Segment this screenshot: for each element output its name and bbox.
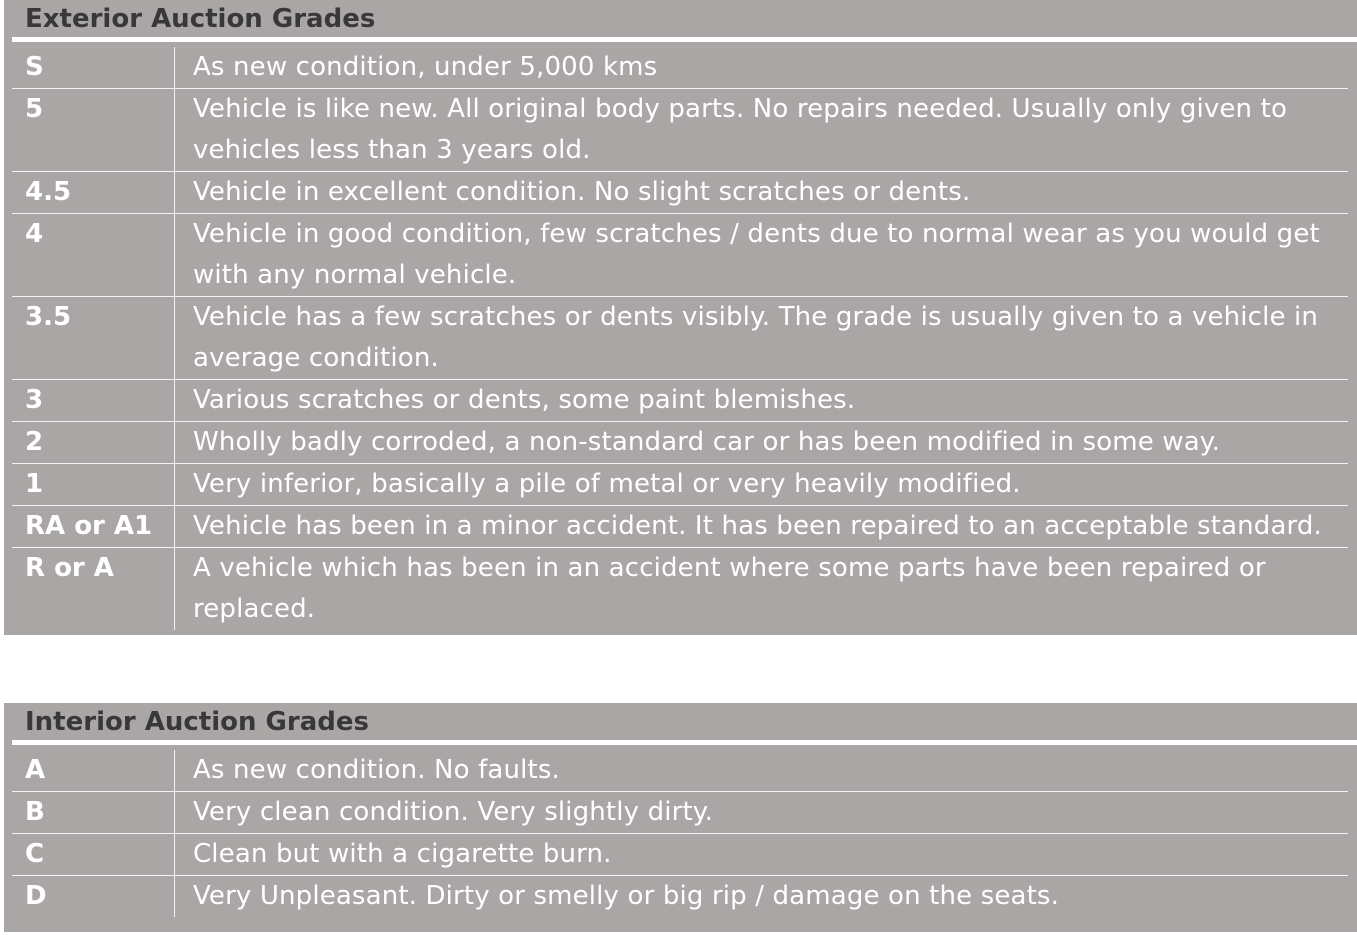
exterior-grades-table [4, 0, 1357, 635]
description-cell: Vehicle is like new. All original body parts. No repairs needed. Usually only given to vehicles less than 3 years old. [193, 94, 1288, 165]
table-row [12, 297, 1348, 380]
description-cell: Vehicle has been in a minor accident. It has been repaired to an acceptable standard. [193, 511, 1322, 541]
table-row [12, 876, 1348, 917]
description-cell: Vehicle in good condition, few scratches / dents due to normal wear as you would get with any normal vehicle. [193, 219, 1320, 290]
table-row [12, 750, 1348, 792]
table-row [12, 506, 1348, 548]
grade-cell: R or A [12, 548, 175, 630]
description-cell: Very Unpleasant. Dirty or smelly or big rip / damage on the seats. [193, 881, 1060, 911]
grade-cell: D [12, 876, 175, 917]
grade-cell: 4.5 [12, 172, 175, 213]
grade-cell: 1 [12, 464, 175, 505]
interior-table-title: Interior Auction Grades [12, 703, 1357, 745]
grade-cell: B [12, 792, 175, 833]
interior-rows [12, 750, 1348, 917]
description-cell: Vehicle in excellent condition. No slight scratches or dents. [193, 177, 971, 207]
grade-cell: 3.5 [12, 297, 175, 379]
interior-grades-table [4, 703, 1357, 932]
exterior-rows [12, 47, 1348, 630]
description-cell: As new condition, under 5,000 kms [193, 52, 658, 82]
description-cell: Various scratches or dents, some paint blemishes. [193, 385, 856, 415]
grade-cell: 2 [12, 422, 175, 463]
grade-cell: RA or A1 [12, 506, 175, 547]
exterior-table-title: Exterior Auction Grades [12, 0, 1357, 42]
table-row [12, 214, 1348, 297]
table-row [12, 792, 1348, 834]
description-cell: Vehicle has a few scratches or dents visibly. The grade is usually given to a vehicle in average condition. [193, 302, 1319, 373]
description-cell: Very clean condition. Very slightly dirty. [193, 797, 714, 827]
description-cell: Very inferior, basically a pile of metal or very heavily modified. [193, 469, 1021, 499]
grade-cell: 4 [12, 214, 175, 296]
table-row [12, 548, 1348, 630]
grade-cell: 5 [12, 89, 175, 171]
table-row [12, 834, 1348, 876]
description-cell: As new condition. No faults. [193, 755, 560, 785]
grade-cell: A [12, 750, 175, 791]
table-row [12, 380, 1348, 422]
grade-cell: 3 [12, 380, 175, 421]
table-row [12, 172, 1348, 214]
grade-cell: C [12, 834, 175, 875]
description-cell: Wholly badly corroded, a non-standard car or has been modified in some way. [193, 427, 1221, 457]
table-row [12, 47, 1348, 89]
grade-cell: S [12, 47, 175, 88]
description-cell: Clean but with a cigarette burn. [193, 839, 612, 869]
description-cell: A vehicle which has been in an accident where some parts have been repaired or replaced. [193, 553, 1266, 624]
table-row [12, 422, 1348, 464]
table-row [12, 89, 1348, 172]
table-row [12, 464, 1348, 506]
